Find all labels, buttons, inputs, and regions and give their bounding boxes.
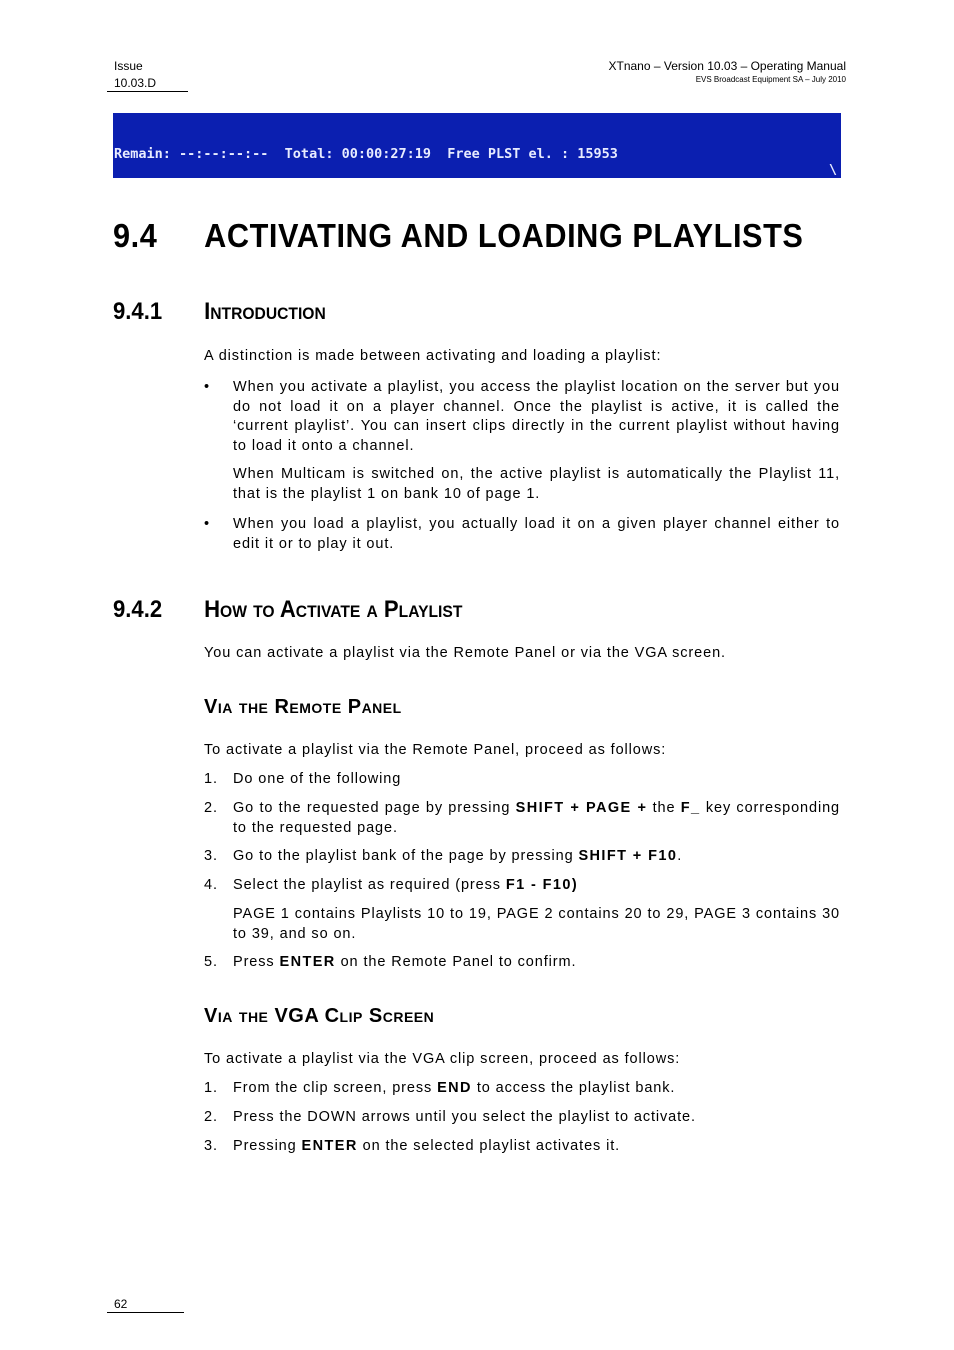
step-text: [233, 799, 840, 838]
section-title: ACTIVATING AND LOADING PLAYLISTS: [204, 217, 804, 254]
step-number: 3.: [204, 1138, 218, 1154]
intro-heading: [113, 297, 326, 327]
intro-bullet-1: [204, 378, 840, 456]
remote-step-1: [204, 770, 840, 790]
intro-bullet-2-text: When you load a playlist, you actually load it on a given player channel either to edit it or to play it out.: [233, 516, 840, 552]
step-note-text: PAGE 1 contains Playlists 10 to 19, PAGE 2 contains 20 to 29, PAGE 3 contains 30 to 39, and so on.: [233, 906, 840, 942]
vga-heading: Via the VGA Clip Screen: [204, 1005, 435, 1027]
step-text-pre: Go to the requested page by pressing: [233, 800, 516, 816]
key-end: END: [437, 1080, 472, 1096]
playlist-terminal-screenshot: [113, 113, 841, 178]
step-text: [233, 1079, 840, 1099]
remote-step-4-note: [204, 905, 840, 944]
step-text-post: on the selected playlist activates it.: [357, 1138, 621, 1154]
step-text-pre: Go to the playlist bank of the page by pressing: [233, 848, 579, 864]
bullet-mark: •: [204, 516, 210, 532]
intro-bullet-1-note-text: When Multicam is switched on, the active playlist is automatically the Playlist 11, that is the playlist 1 on bank 10 of page 1.: [233, 466, 840, 502]
step-number: 1.: [204, 1080, 218, 1096]
step-number: 4.: [204, 877, 218, 893]
step-text-post: to access the playlist bank.: [471, 1080, 676, 1096]
terminal-line-1: Remain: --:--:--:-- Total: 00:00:27:19 Free PLST el. : 15953: [114, 145, 618, 162]
step-text-pre: Select the playlist as required (press: [233, 877, 506, 893]
howto-lead: You can activate a playlist via the Remote Panel or via the VGA screen.: [204, 645, 726, 661]
vga-lead: To activate a playlist via the VGA clip screen, proceed as follows:: [204, 1051, 681, 1067]
key-f: F_: [680, 800, 701, 816]
terminal-line-end: \: [828, 162, 837, 178]
header-rule: [107, 91, 188, 92]
company-line: EVS Broadcast Equipment SA – July 2010: [695, 75, 846, 84]
step-text-post: .: [677, 848, 683, 864]
step-text-post: key corresponding to the requested page.: [233, 800, 841, 836]
intro-bullet-1-text: When you activate a playlist, you access the playlist location on the server but you do not load it on a player channel. Once the playlist is active, it is called the ‘current playlist’. You can insert clips directly in the current playlist without having to load it onto a channel.: [233, 379, 840, 454]
bullet-mark: •: [204, 379, 210, 395]
step-number: 2.: [204, 800, 218, 816]
step-text: [233, 876, 840, 896]
step-text-post: on the Remote Panel to confirm.: [335, 954, 577, 970]
footer-rule: [107, 1312, 184, 1313]
step-text: [233, 1137, 840, 1157]
intro-bullet-2: [204, 515, 840, 554]
remote-step-3: [204, 847, 840, 867]
remote-lead: To activate a playlist via the Remote Panel, proceed as follows:: [204, 742, 667, 758]
step-text: [233, 847, 840, 867]
step-text: Do one of the following: [233, 771, 402, 787]
section-number: 9.4: [113, 217, 158, 254]
vga-step-2: [204, 1108, 840, 1128]
step-text-pre: From the clip screen, press: [233, 1080, 438, 1096]
section-heading: [113, 211, 803, 261]
key-f1-f10: F1 - F10): [505, 877, 579, 893]
step-number: 5.: [204, 954, 218, 970]
key-shift-f10: SHIFT + F10: [578, 848, 678, 864]
step-number: 3.: [204, 848, 218, 864]
howto-title: How to Activate a Playlist: [204, 596, 463, 623]
howto-number: 9.4.2: [113, 596, 163, 623]
vga-step-1: [204, 1079, 840, 1099]
step-number: 2.: [204, 1109, 218, 1125]
remote-step-5: [204, 953, 840, 973]
remote-step-4: [204, 876, 840, 896]
intro-title: Introduction: [204, 298, 326, 325]
remote-step-2: [204, 799, 840, 838]
page-number: 62: [114, 1297, 128, 1311]
intro-bullet-1-note: [204, 465, 840, 504]
step-text: [233, 953, 840, 973]
issue-number: 10.03.D: [114, 76, 157, 90]
step-number: 1.: [204, 771, 218, 787]
step-text-pre: Press: [233, 954, 280, 970]
intro-number: 9.4.1: [113, 298, 163, 325]
intro-lead: A distinction is made between activating and loading a playlist:: [204, 348, 662, 364]
issue-label: Issue: [114, 59, 143, 73]
step-text-mid: the: [647, 800, 681, 816]
key-enter: ENTER: [301, 1138, 358, 1154]
remote-heading: Via the Remote Panel: [204, 696, 402, 718]
step-text-pre: Pressing: [233, 1138, 302, 1154]
key-enter: ENTER: [279, 954, 336, 970]
vga-step-3: [204, 1137, 840, 1157]
key-shift-page: SHIFT + PAGE +: [515, 800, 648, 816]
howto-heading: [113, 595, 462, 625]
manual-title: XTnano – Version 10.03 – Operating Manual: [608, 59, 846, 73]
step-text: Press the DOWN arrows until you select the playlist to activate.: [233, 1109, 696, 1125]
